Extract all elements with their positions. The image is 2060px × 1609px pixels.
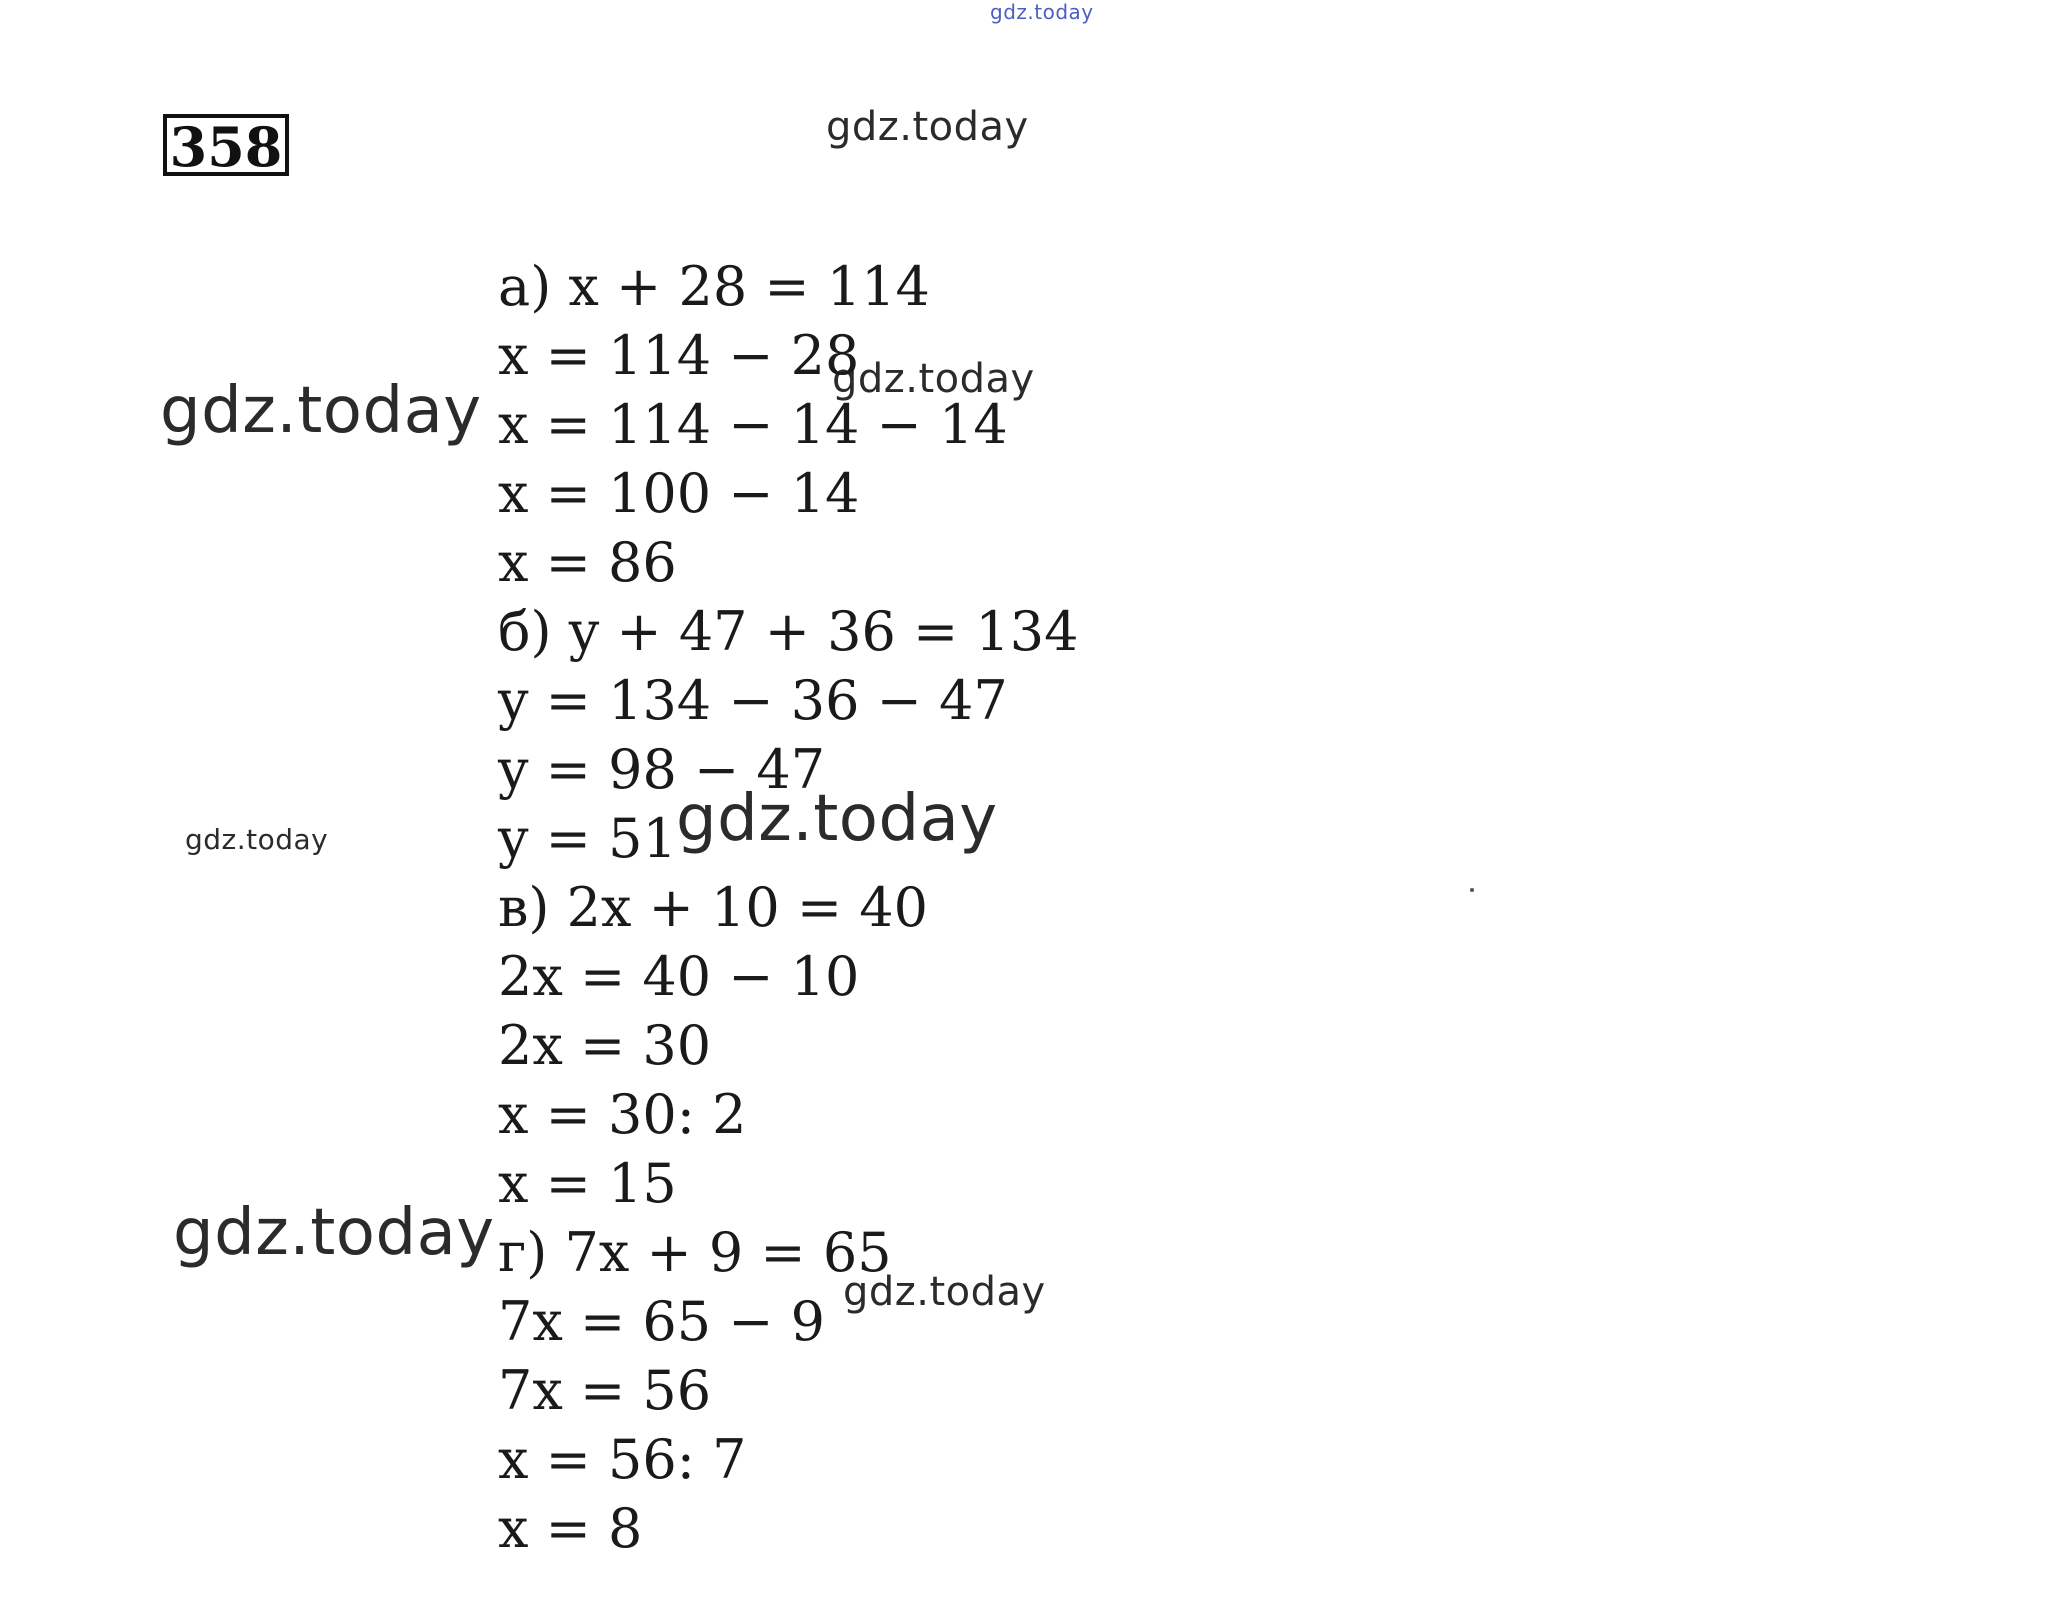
solution-line: 2x = 30 (498, 1014, 712, 1077)
solution-line: y = 134 − 36 − 47 (498, 669, 1008, 732)
task-number: 358 (163, 114, 289, 176)
solution-lines (498, 252, 1078, 1563)
solution-line: x = 114 − 28 (498, 324, 860, 387)
solution-line: x = 114 − 14 − 14 (498, 393, 1008, 456)
watermark-small-left: gdz.today (185, 823, 329, 856)
solution-line: x = 30: 2 (498, 1083, 747, 1146)
watermark-big-left-1: gdz.today (160, 374, 482, 448)
solution-line: г) 7x + 9 = 65 (498, 1221, 892, 1284)
stray-dot (1470, 888, 1474, 892)
solution-line: а) x + 28 = 114 (498, 255, 930, 318)
solution-line: x = 15 (498, 1152, 677, 1215)
solution-line: 7x = 56 (498, 1359, 712, 1422)
solution-line: 7x = 65 − 9 (498, 1290, 826, 1353)
solution-line: y = 51 (498, 807, 677, 870)
solution-line: в) 2x + 10 = 40 (498, 876, 929, 939)
solution-line: б) y + 47 + 36 = 134 (498, 600, 1079, 663)
solution-line: x = 8 (498, 1497, 643, 1560)
watermark-big-mid: gdz.today (676, 782, 998, 856)
solution-line: x = 56: 7 (498, 1428, 747, 1491)
solution-line: 2x = 40 − 10 (498, 945, 860, 1008)
watermark-top-tiny: gdz.today (990, 0, 1094, 24)
solution-line: y = 98 − 47 (498, 738, 826, 801)
watermark-top: gdz.today (826, 104, 1029, 150)
solution-line: x = 86 (498, 531, 677, 594)
watermark-mid-right-1: gdz.today (832, 356, 1035, 402)
solution-line: x = 100 − 14 (498, 462, 860, 525)
watermark-big-left-2: gdz.today (173, 1196, 495, 1270)
watermark-mid-right-2: gdz.today (843, 1269, 1046, 1315)
